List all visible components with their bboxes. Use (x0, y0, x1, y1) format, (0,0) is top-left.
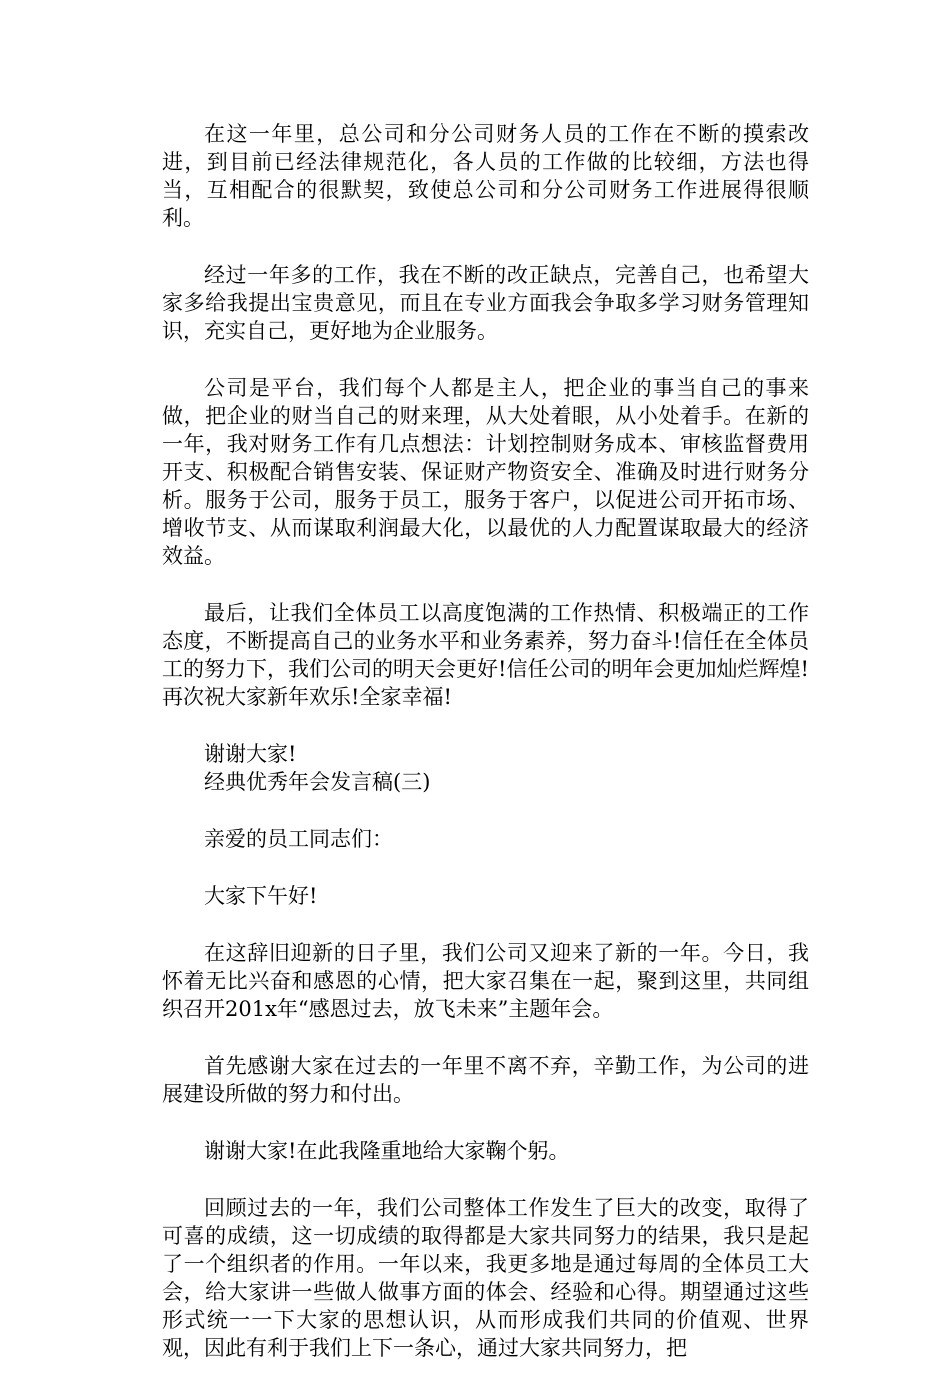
paragraph-self-improvement: 经过一年多的工作，我在不断的改正缺点，完善自己，也希望大家多给我提出宝贵意见，而且在专业方面我会争取多学习财务管理知识，充实自己，更好地为企业服务。 (162, 263, 809, 343)
thanks-line: 谢谢大家! (204, 742, 297, 766)
greeting: 大家下午好! (204, 884, 318, 908)
paragraph-new-year: 在这辞旧迎新的日子里，我们公司又迎来了新的一年。今日，我怀着无比兴奋和感恩的心情，把大家召集在一起，聚到这里，共同组织召开201x年“感恩过去，放飞未来”主题年会。 (162, 941, 809, 1021)
paragraph-finance-progress: 在这一年里，总公司和分公司财务人员的工作在不断的摸索改进，到目前已经法律规范化，各人员的工作做的比较细，方法也得当，互相配合的很默契，致使总公司和分公司财务工作进展得很顺利。 (162, 122, 809, 230)
section-title: 经典优秀年会发言稿(三) (204, 770, 431, 794)
paragraph-company-platform: 公司是平台，我们每个人都是主人，把企业的事当自己的事来做，把企业的财当自己的财来理，从大处着眼，从小处着手。在新的一年，我对财务工作有几点想法：计划控制财务成本、审核监督费用开支、积极配合销售安装、保证财产物资安全、准确及时进行财务分析。服务于公司，服务于员工，服务于客户，以促进公司开拓市场、增收节支、从而谋取利润最大化，以最优的人力配置谋取最大的经济效益。 (162, 376, 809, 568)
paragraph-gratitude: 首先感谢大家在过去的一年里不离不弃，辛勤工作，为公司的进展建设所做的努力和付出。 (162, 1054, 809, 1106)
paragraph-bow: 谢谢大家!在此我隆重地给大家鞠个躬。 (204, 1139, 570, 1163)
document-body (162, 120, 809, 1391)
paragraph-closing-wishes: 最后，让我们全体员工以高度饱满的工作热情、积极端正的工作态度，不断提高自己的业务水平和业务素养，努力奋斗!信任在全体员工的努力下，我们公司的明天会更好!信任公司的明年会更加灿烂辉煌!再次祝大家新年欢乐!全家幸福! (162, 601, 809, 709)
paragraph-review: 回顾过去的一年，我们公司整体工作发生了巨大的改变，取得了可喜的成绩，这一切成绩的取得都是大家共同努力的结果，我只是起了一个组织者的作用。一年以来，我更多地是通过每周的全体员工大会，给大家讲一些做人做事方面的体会、经验和心得。期望通过这些形式统一一下大家的思想认识，从而形成我们共同的价值观、世界观，因此有利于我们上下一条心，通过大家共同努力，把 (162, 1196, 809, 1360)
salutation: 亲爱的员工同志们： (204, 827, 393, 851)
